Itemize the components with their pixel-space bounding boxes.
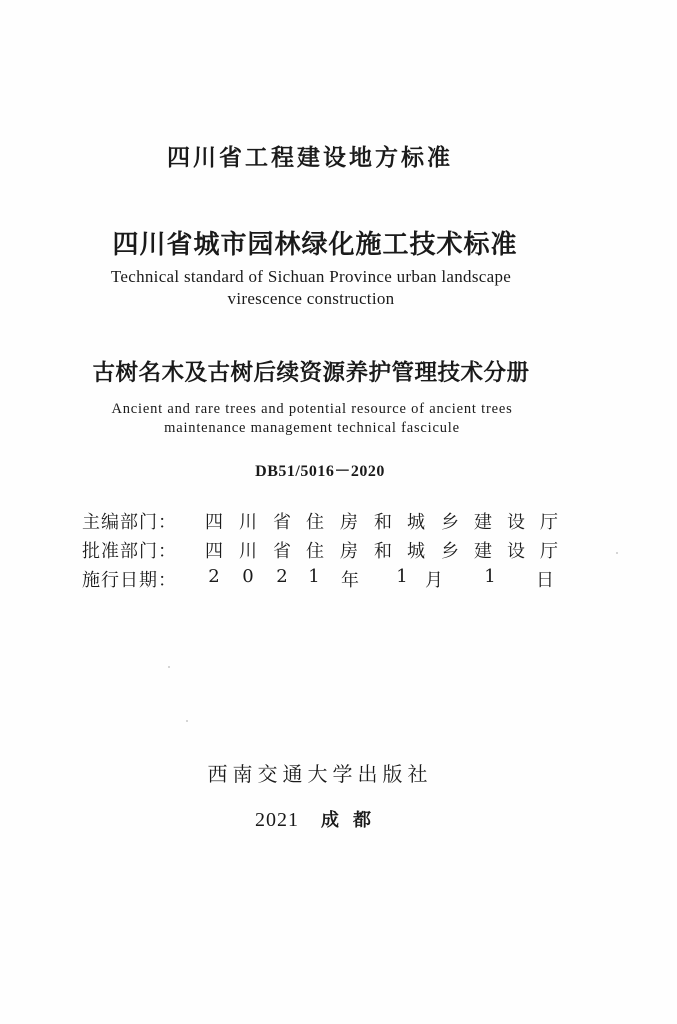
date-char: 月 [425, 570, 443, 591]
main-title-en-line2: virescence construction [227, 289, 395, 308]
approver-char: 省 [273, 541, 291, 562]
approver-char: 川 [239, 541, 257, 562]
effective-date-label: 施行日期： [82, 570, 177, 591]
sub-title-zh: 古树名木及古树后续资源养护管理技术分册 [92, 360, 530, 386]
editor-char: 住 [306, 512, 324, 533]
editor-char: 川 [239, 512, 257, 533]
main-title-zh: 四川省城市园林绿化施工技术标准 [112, 230, 518, 260]
editor-char: 建 [474, 512, 492, 533]
editor-label: 主编部门： [82, 512, 177, 533]
editor-char: 房 [340, 512, 358, 533]
date-char: 2 [208, 566, 220, 587]
editor-char: 城 [407, 512, 425, 533]
sub-title-en-line2: maintenance management technical fascicule [164, 420, 460, 436]
date-char: 1 [308, 566, 320, 587]
approver-char: 四 [205, 541, 223, 562]
publisher-name: 西南交通大学出版社 [207, 762, 433, 786]
editor-char: 省 [273, 512, 291, 533]
date-char: 1 [484, 566, 496, 587]
sub-title-en-line1: Ancient and rare trees and potential resource of ancient trees [111, 401, 513, 417]
scan-speck [186, 720, 188, 722]
approver-char: 和 [374, 541, 392, 562]
approver-label: 批准部门： [82, 541, 177, 562]
date-char: 0 [242, 566, 254, 587]
date-char: 1 [396, 566, 408, 587]
date-char: 2 [276, 566, 288, 587]
main-title-en-line1: Technical standard of Sichuan Province urban landscape [110, 267, 512, 286]
date-char: 年 [341, 570, 359, 591]
scan-speck [168, 666, 170, 668]
editor-char: 厅 [540, 512, 558, 533]
scan-speck [616, 552, 618, 554]
imprint-city: 成都 [321, 810, 385, 831]
approver-char: 乡 [441, 541, 459, 562]
editor-char: 乡 [441, 512, 459, 533]
imprint-year: 2021 [255, 809, 299, 831]
approver-char: 城 [407, 541, 425, 562]
imprint-line [0, 806, 640, 832]
editor-char: 设 [507, 512, 525, 533]
editor-char: 和 [374, 512, 392, 533]
date-char: 日 [536, 570, 554, 591]
approver-char: 设 [507, 541, 525, 562]
editor-char: 四 [205, 512, 223, 533]
approver-char: 厅 [540, 541, 558, 562]
series-title: 四川省工程建设地方标准 [167, 145, 453, 171]
approver-char: 房 [340, 541, 358, 562]
standard-code: DB51/5016－2020 [255, 463, 385, 480]
approver-char: 建 [474, 541, 492, 562]
approver-char: 住 [306, 541, 324, 562]
